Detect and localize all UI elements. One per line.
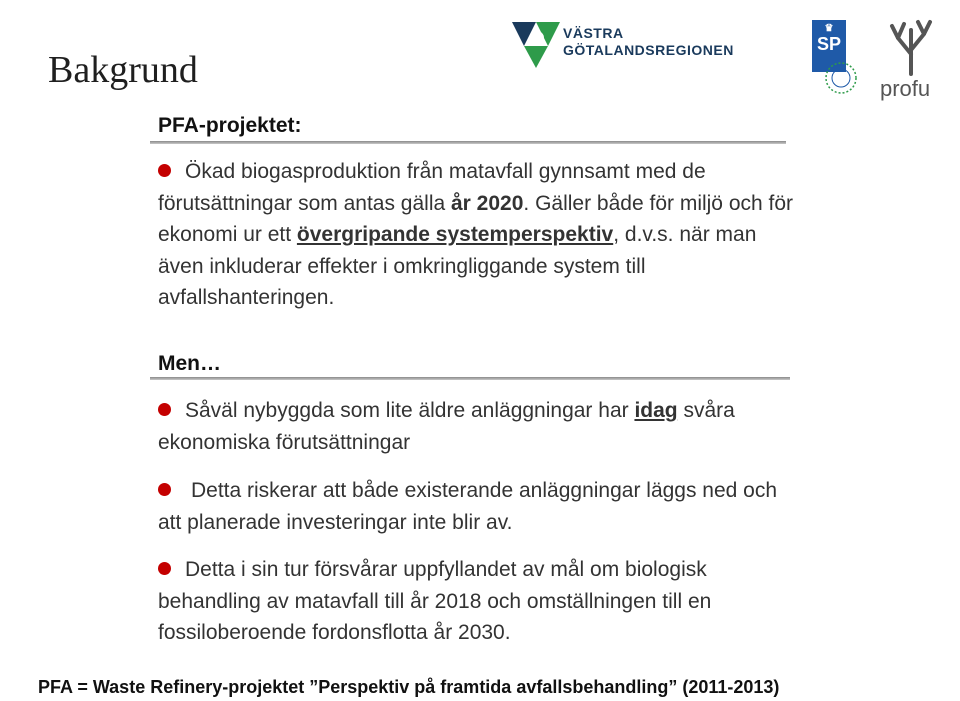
bullet-text: , d.v.s. när man även inkluderar effekter i omkringliggande system till avfallshanteringen. — [158, 223, 757, 309]
emphasis-perspective: övergripande systemperspektiv — [296, 223, 614, 246]
bullet-dot-icon — [158, 483, 171, 496]
section-heading-men: Men… — [158, 352, 221, 375]
emphasis-today: idag — [634, 399, 678, 422]
section-heading-pfa: PFA-projektet: — [158, 114, 302, 137]
bullet-text: Detta riskerar att både existerande anläggningar läggs ned och att planerade investeringar inte blir av. — [158, 479, 778, 534]
vgr-emblem-icon — [510, 18, 562, 70]
bullet-text: Detta i sin tur försvårar uppfyllandet av mål om biologisk behandling av matavfall till år 2018 och omställningen till en fossiloberoende fordonsflotta år 2030. — [158, 558, 712, 644]
footer-note: PFA = Waste Refinery-projektet ”Perspektiv på framtida avfallsbehandling” (2011-2013) — [38, 677, 780, 697]
bullet-text: Såväl nybyggda som lite äldre anläggningar har — [185, 399, 635, 422]
bullet-text: svåra ekonomiska förutsättningar — [158, 399, 735, 454]
bullet-text: . Gäller både för miljö och för ekonomi ur ett — [158, 191, 794, 246]
bullet-economics — [158, 395, 798, 458]
profu-logo-text: profu — [880, 76, 931, 101]
profu-tree-icon — [884, 16, 938, 81]
slide-title: Bakgrund — [48, 49, 198, 91]
section-divider — [150, 141, 786, 144]
bullet-text: Ökad biogasproduktion från matavfall gynnsamt med de förutsättningar som antas gälla — [158, 160, 706, 215]
bullet-dot-icon — [158, 562, 171, 575]
bullet-risk — [158, 475, 798, 538]
bullet-goals — [158, 554, 798, 649]
section-divider — [150, 377, 790, 380]
sp-seal-icon — [820, 60, 862, 101]
vgr-logo-text: VÄSTRA GÖTALANDSREGIONEN — [563, 25, 734, 58]
bullet-dot-icon — [158, 403, 171, 416]
vgr-logo — [510, 18, 562, 75]
emphasis-year: år 2020 — [451, 191, 524, 215]
bullet-biogas — [158, 156, 798, 314]
bullet-dot-icon — [158, 164, 171, 177]
sp-logo: ♛ SP — [812, 20, 846, 72]
